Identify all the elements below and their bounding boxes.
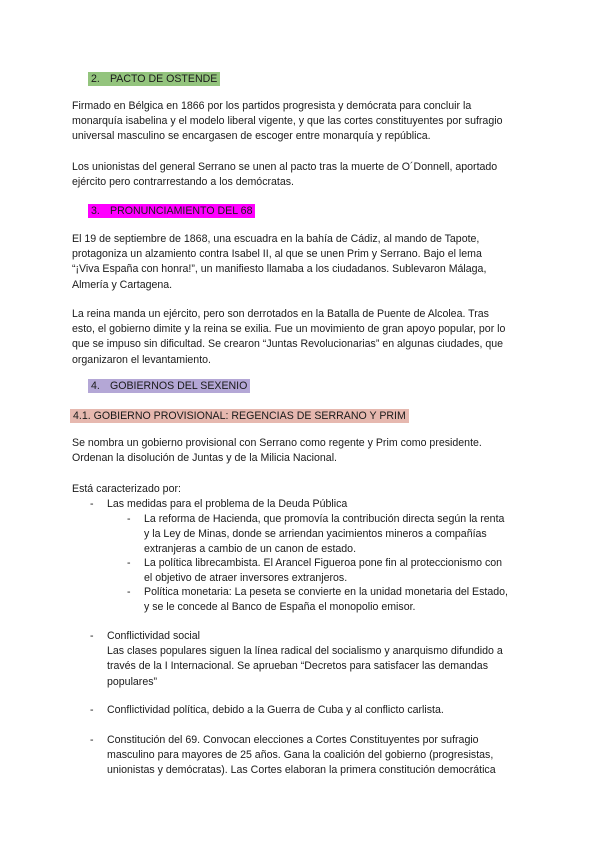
list-bullet: - (90, 630, 94, 642)
paragraph-caracterizado: Está caracterizado por: (72, 483, 181, 495)
heading-highlight: 3. PRONUNCIAMIENTO DEL 68 (88, 204, 255, 218)
heading-pronunciamiento (88, 204, 255, 219)
sublist-item-librecambista: La política librecambista. El Arancel Figueroa pone fin al proteccionismo con el objetivo de atraer inversores extranjeros. (144, 557, 503, 585)
sublist-item-monetaria: Política monetaria: La peseta se convierte en la unidad monetaria del Estado, y se le concede al Banco de España el monopolio emisor. (144, 586, 508, 614)
paragraph-unionistas: Los unionistas del general Serrano se unen al pacto tras la muerte de O´Donnell, aportado ejército pero contrarrestando a los demócratas. (72, 161, 498, 189)
heading-pacto-de-ostende (88, 72, 220, 87)
sublist-bullet: - (127, 513, 131, 525)
heading-highlight: 4. GOBIERNOS DEL SEXENIO (88, 379, 250, 393)
sublist-bullet: - (127, 557, 131, 569)
list-item-deuda-publica: Las medidas para el problema de la Deuda Pública (107, 498, 348, 510)
heading-gobierno-provisional: 4.1. GOBIERNO PROVISIONAL: REGENCIAS DE SERRANO Y PRIM (70, 409, 409, 424)
list-bullet: - (90, 704, 94, 716)
list-bullet: - (90, 498, 94, 510)
sublist-bullet: - (127, 586, 131, 598)
heading-highlight: 2. PACTO DE OSTENDE (88, 72, 220, 86)
list-bullet: - (90, 734, 94, 746)
list-item-conflictividad-politica: Conflictividad política, debido a la Guerra de Cuba y al conflicto carlista. (107, 704, 444, 716)
sublist-item-hacienda: La reforma de Hacienda, que promovía la contribución directa según la renta y la Ley de Minas, donde se arriendan yacimientos mineros a compañías extranjeras a cambio de un canon de estado. (144, 513, 505, 556)
paragraph-septiembre-1868: El 19 de septiembre de 1868, una escuadra en la bahía de Cádiz, al mando de Tapote, protagoniza un alzamiento contra Isabel II, al que se unen Prim y Serrano. Bajo el lema “¡Viva España con honra!”, un manifiesto llamaba a los ciudadanos. Sublevaron Málaga, Almería y Cartagena. (72, 233, 487, 291)
paragraph-pacto-description: Firmado en Bélgica en 1866 por los partidos progresista y demócrata para concluir la monarquía isabelina y el modelo liberal vigente, y que las cortes constituyentes por sufragio universal masculino se encargasen de escoger entre monarquía y república. (72, 100, 503, 143)
heading-gobiernos-sexenio (88, 379, 250, 394)
paragraph-alcolea: La reina manda un ejército, pero son derrotados en la Batalla de Puente de Alcolea. Tras esto, el gobierno dimite y la reina se exilia. Fue un movimiento de gran apoyo popular, por lo que se impuso sin dificultad. Se crearon “Juntas Revolucionarias” en algunas ciudades, que organizaron el levantamiento. (72, 308, 506, 366)
list-item-conflictividad-social: Conflictividad social Las clases populares siguen la línea radical del socialismo y anarquismo difundido a través de la I Internacional. Se aprueban “Decretos para satisfacer las demandas populares” (107, 630, 503, 688)
list-item-constitucion-69: Constitución del 69. Convocan elecciones a Cortes Constituyentes por sufragio masculino para mayores de 25 años. Gana la coalición del gobierno (progresistas, unionistas y demócratas). Las Cortes elaboran la primera constitución democrática (107, 734, 496, 777)
paragraph-gobierno-provisional: Se nombra un gobierno provisional con Serrano como regente y Prim como presidente. Ordenan la disolución de Juntas y de la Milicia Nacional. (72, 437, 482, 465)
